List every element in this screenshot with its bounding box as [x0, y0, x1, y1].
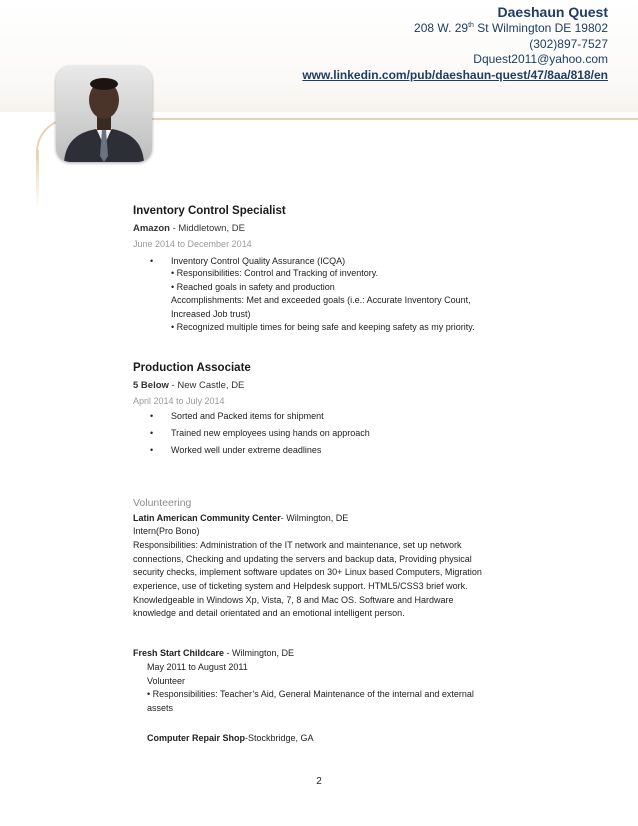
detail-line: May 2011 to August 2011 — [147, 661, 248, 672]
linkedin-link[interactable]: www.linkedin.com/pub/daeshaun-quest/47/8aa/818/en — [302, 67, 608, 82]
detail-line: • Responsibilities: Control and Tracking of inventory. — [171, 268, 379, 278]
detail-line: connections, Checking and updating the servers and backup data, Providing physical — [133, 553, 472, 564]
detail-line: • Recognized multiple times for being safe and keeping safety as my priority. — [171, 322, 475, 332]
contact-block — [302, 4, 608, 83]
email: Dquest2011@yahoo.com — [473, 52, 608, 66]
job-title: Production Associate — [133, 361, 251, 374]
applicant-name: Daeshaun Quest — [497, 4, 608, 20]
detail-line: Intern(Pro Bono) — [133, 526, 200, 537]
org-heading: Computer Repair Shop-Stockbridge, GA — [147, 732, 314, 743]
decorative-frame-fade — [36, 150, 39, 210]
job-details — [171, 267, 603, 335]
detail-line: security checks, implement software updates on 30+ Linux based Computers, Migration — [133, 567, 482, 578]
person-portrait-icon — [56, 66, 152, 162]
detail-line: Accomplishments: Met and exceeded goals (i.e.: Accurate Inventory Count, — [171, 295, 471, 305]
address: 208 W. 29th St Wilmington DE 19802 — [414, 21, 608, 35]
detail-line: • Reached goals in safety and production — [171, 281, 335, 292]
volunteering-section — [133, 497, 603, 746]
detail-line: Increased Job trust) — [171, 308, 251, 319]
list-item: • Trained new employees using hands on approach — [133, 427, 603, 439]
list-item: • Inventory Control Quality Assurance (ICQA) — [133, 255, 603, 267]
list-item: • Sorted and Packed items for shipment — [133, 410, 603, 422]
detail-line: knowledge and detail orientated and an emotional intelligent person. — [133, 608, 405, 619]
org-heading: Fresh Start Childcare - Wilmington, DE — [133, 648, 295, 659]
resume-body — [133, 205, 603, 745]
job-bullets — [133, 410, 603, 456]
job-dates: June 2014 to December 2014 — [133, 239, 252, 249]
section-heading: Volunteering — [133, 496, 192, 509]
detail-line: Volunteer — [147, 675, 186, 686]
org-heading: Latin American Community Center- Wilmington, DE — [133, 512, 349, 523]
job-bullets — [133, 255, 603, 267]
detail-line: • Responsibilities: Teacher’s Aid, General Maintenance of the internal and external — [147, 689, 474, 700]
detail-line: Responsibilities: Administration of the IT network and maintenance, set up network — [133, 539, 462, 550]
detail-line: experience, use of ticketing system and Helpdesk support. HTML5/CSS3 brief work. — [133, 581, 468, 592]
detail-line: Knowledgeable in Windows Xp, Vista, 7, 8 and Mac OS. Software and Hardware — [133, 594, 454, 605]
job-title: Inventory Control Specialist — [133, 205, 286, 217]
list-item: • Worked well under extreme deadlines — [133, 444, 603, 456]
company-line: Amazon - Middletown, DE — [133, 223, 245, 234]
detail-line: assets — [147, 702, 174, 713]
phone: (302)897-7527 — [529, 36, 608, 51]
page-number: 2 — [316, 776, 322, 787]
job-entry-2 — [133, 362, 603, 456]
profile-photo — [56, 66, 152, 162]
job-dates: April 2014 to July 2014 — [133, 395, 225, 406]
company-line: 5 Below - New Castle, DE — [133, 379, 245, 391]
job-entry-1 — [133, 205, 603, 335]
